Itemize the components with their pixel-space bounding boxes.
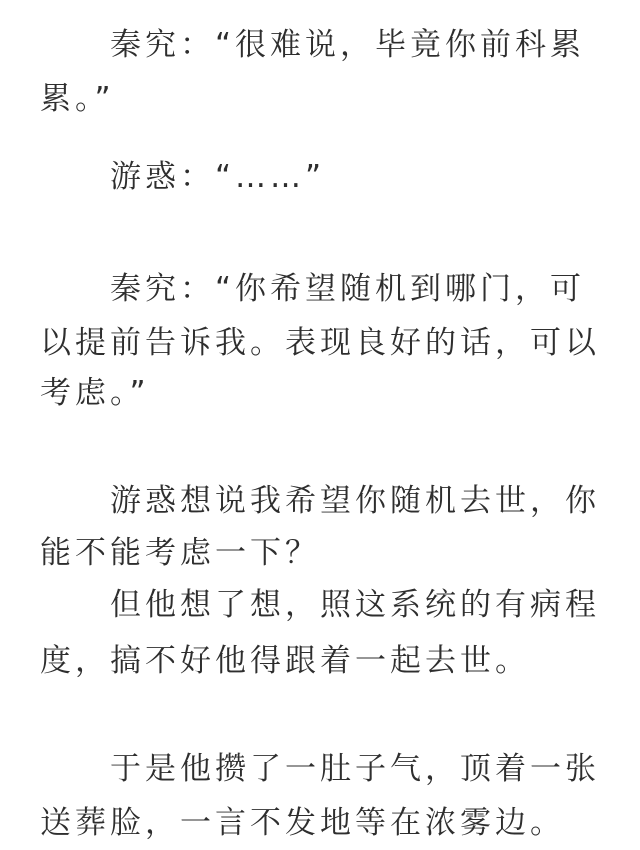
paragraph-4-line-1: 游惑想说我希望你随机去世，你 [110,483,600,519]
paragraph-5-line-2: 度，搞不好他得跟着一起去世。 [40,643,530,679]
paragraph-2-line-1: 游惑：“……” [110,159,326,195]
paragraph-3-line-3: 考虑。” [40,375,150,411]
paragraph-3-line-1: 秦究：“你希望随机到哪门，可 [110,271,586,307]
paragraph-6-line-1: 于是他攒了一肚子气，顶着一张 [110,751,600,787]
paragraph-3-line-2: 以提前告诉我。表现良好的话，可以 [40,325,600,361]
paragraph-5-line-1: 但他想了想，照这系统的有病程 [110,587,600,623]
paragraph-4-line-2: 能不能考虑一下？ [40,535,320,571]
paragraph-1-line-2: 累。” [40,81,115,117]
paragraph-1-line-1: 秦究：“很难说，毕竟你前科累 [110,27,586,63]
paragraph-6-line-2: 送葬脸，一言不发地等在浓雾边。 [40,805,565,841]
